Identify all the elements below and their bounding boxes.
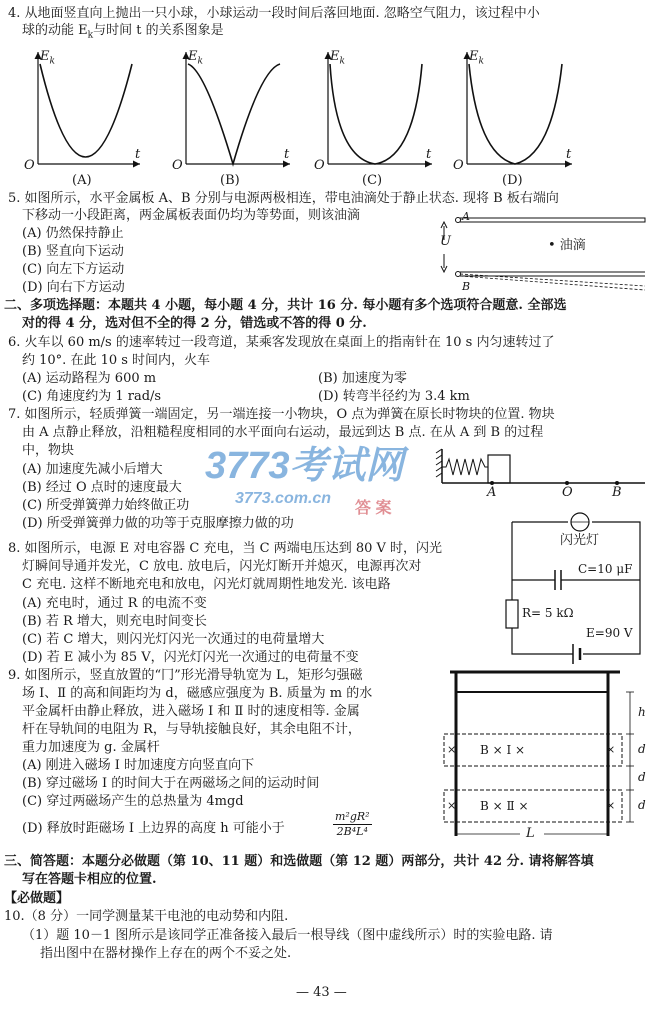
q6-option-c: (C) 角速度约为 1 rad/s xyxy=(22,389,162,404)
q4-d-xlabel: t xyxy=(566,147,572,162)
q5-plate-a-label: A xyxy=(462,210,470,223)
q8-source-label: E=90 V xyxy=(586,626,633,640)
q9-field2-x-left: × xyxy=(447,799,457,812)
q9-width-label: L xyxy=(526,826,535,841)
q4-d-label: (D) xyxy=(502,173,523,188)
required-heading: 【必做题】 xyxy=(4,891,70,906)
q9-d-label-3: d xyxy=(638,798,646,812)
q5-option-a: (A) 仍然保持静止 xyxy=(22,226,124,241)
q9-field1-label: B × Ⅰ × xyxy=(480,743,526,757)
q8-lamp-label: 闪光灯 xyxy=(560,533,600,548)
q9-option-b: (B) 穿过磁场 Ⅰ 的时间大于在两磁场之间的运动时间 xyxy=(22,776,320,791)
q9-d-label-1: d xyxy=(638,742,646,756)
q7-option-d: (D) 所受弹簧弹力做的功等于克服摩擦力做的功 xyxy=(22,516,294,531)
q5-option-d: (D) 向右下方运动 xyxy=(22,280,125,295)
q9-option-c: (C) 穿过两磁场产生的总热量为 4mgd xyxy=(22,794,244,809)
q4-stem-line1: 4. 从地面竖直向上抛出一只小球，小球运动一段时间后落回地面. 忽略空气阻力，该过程中小 xyxy=(8,6,540,21)
q5-stem-line1: 5. 如图所示，水平金属板 A、B 分别与电源两极相连，带电油滴处于静止状态. 现将 B 板右端向 xyxy=(8,191,559,206)
q5-voltage-label: U xyxy=(440,234,451,249)
q4-c-origin: O xyxy=(314,158,325,173)
q8-stem-line1: 8. 如图所示，电源 E 对电容器 C 充电，当 C 两端电压达到 80 V 时，闪光 xyxy=(8,541,443,556)
q5-plate-b-label: B xyxy=(462,280,471,293)
q7-option-b: (B) 经过 O 点时的速度最大 xyxy=(22,480,182,495)
watermark-url: 3773.com.cn xyxy=(235,490,332,507)
q5-option-c: (C) 向左下方运动 xyxy=(22,262,125,277)
q9-option-a: (A) 刚进入磁场 Ⅰ 时加速度方向竖直向下 xyxy=(22,758,255,773)
q6-stem-line1: 6. 火车以 60 m/s 的速率转过一段弯道，某乘客发现放在桌面上的指南针在 10 s 内匀速转过了 xyxy=(8,335,555,350)
q8-option-b: (B) 若 R 增大，则充电时间变长 xyxy=(22,614,207,629)
q7-stem-line2: 由 A 点静止释放，沿粗糙程度相同的水平面向右运动，最远到达 B 点. 在从 A 到 B 的过程 xyxy=(22,425,544,440)
q4-stem-line2: 球的动能 $E_k$与时间 t 的关系图象是 xyxy=(22,23,224,41)
q10-sub1-line2: 指出图中在器材操作上存在的两个不妥之处. xyxy=(40,946,292,961)
q9-fraction-numerator: m²gR² xyxy=(335,810,370,823)
q4-b-xlabel: t xyxy=(284,147,290,162)
q4-a-origin: O xyxy=(24,158,35,173)
q5-option-b: (B) 竖直向下运动 xyxy=(22,244,124,259)
q5-stem-line2: 下移动一小段距离，两金属板表面仍均为等势面，则该油滴 xyxy=(22,208,361,223)
q4-a-ylabel: $E_k$ xyxy=(40,49,55,67)
q7-stem-line1: 7. 如图所示，轻质弹簧一端固定，另一端连接一小物块，O 点为弹簧在原长时物块的位置. 物块 xyxy=(8,407,555,422)
q9-figure xyxy=(440,664,650,844)
q4-a-xlabel: t xyxy=(135,147,141,162)
page-number: — 43 — xyxy=(296,985,347,1000)
q4-graphs xyxy=(0,40,650,190)
q7-option-a: (A) 加速度先减小后增大 xyxy=(22,462,163,477)
q6-stem-line2: 约 10°. 在此 10 s 时间内，火车 xyxy=(22,353,211,368)
q9-fraction-denominator: 2B⁴L⁴ xyxy=(336,825,368,838)
q7-stem-line3: 中，物块 xyxy=(22,443,75,458)
q6-option-a: (A) 运动路程为 600 m xyxy=(22,371,157,386)
q4-b-label: (B) xyxy=(220,173,240,188)
q8-option-a: (A) 充电时，通过 R 的电流不变 xyxy=(22,596,207,611)
q5-drop-label: • 油滴 xyxy=(548,238,586,253)
q9-option-d: (D) 释放时距磁场 Ⅰ 上边界的高度 h 可能小于 xyxy=(22,821,285,836)
q10-sub1-line1: （1）题 10－1 图所示是该同学正准备接入最后一根导线（图中虚线所示）时的实验电路. 请 xyxy=(22,928,553,943)
q9-field1-x-right: × xyxy=(606,743,616,756)
q9-option-d-fraction xyxy=(333,810,372,839)
q9-stem-line1: 9. 如图所示，竖直放置的“冂”形光滑导轨宽为 L，矩形匀强磁 xyxy=(8,668,363,683)
q8-stem-line3: C 充电. 这样不断地充电和放电，闪光灯就周期性地发光. 该电路 xyxy=(22,577,391,592)
q8-resistor-label: R= 5 kΩ xyxy=(522,606,574,620)
q8-option-d: (D) 若 E 减小为 85 V，闪光灯闪光一次通过的电荷量不变 xyxy=(22,650,359,665)
q7-point-b-label: B xyxy=(612,485,622,500)
q8-option-c: (C) 若 C 增大，则闪光灯闪光一次通过的电荷量增大 xyxy=(22,632,325,647)
q9-stem-line5: 重力加速度为 g. 金属杆 xyxy=(22,740,160,755)
q9-d-label-2: d xyxy=(638,770,646,784)
q7-point-a-label: A xyxy=(487,485,497,500)
q4-a-label: (A) xyxy=(72,173,92,188)
q8-capacitor-label: C=10 μF xyxy=(578,562,633,576)
q4-d-origin: O xyxy=(453,158,464,173)
q9-field2-label: B × Ⅱ × xyxy=(480,799,529,813)
q9-field2-x-right: × xyxy=(606,799,616,812)
q9-stem-line2: 场 Ⅰ、Ⅱ 的高和间距均为 d，磁感应强度为 B. 质量为 m 的水 xyxy=(22,686,373,701)
q7-option-c: (C) 所受弹簧弹力始终做正功 xyxy=(22,498,190,513)
section3-heading-line2: 写在答题卡相应的位置. xyxy=(22,872,157,887)
section3-heading-line1: 三、简答题：本题分必做题（第 10、11 题）和选做题（第 12 题）两部分，共计 42 分. 请将解答填 xyxy=(4,854,594,869)
section2-heading-line2: 对的得 4 分，选对但不全的得 2 分，错选或不答的得 0 分. xyxy=(22,316,367,331)
q6-option-b: (B) 加速度为零 xyxy=(318,371,407,386)
q4-c-xlabel: t xyxy=(426,147,432,162)
q9-stem-line4: 杆在导轨间的电阻为 R，与导轨接触良好，其余电阻不计， xyxy=(22,722,361,737)
q10-stem: 10.（8 分）一同学测量某干电池的电动势和内阻. xyxy=(4,909,289,924)
watermark-stamp: 答 案 xyxy=(355,500,392,517)
q4-c-label: (C) xyxy=(362,173,383,188)
q8-stem-line2: 灯瞬间导通并发光，C 放电. 放电后，闪光灯断开并熄灭，电源再次对 xyxy=(22,559,422,574)
q9-h-label: h xyxy=(638,705,646,719)
q4-c-ylabel: $E_k$ xyxy=(330,49,345,67)
q6-option-d: (D) 转弯半径约为 3.4 km xyxy=(318,389,470,404)
q4-b-ylabel: $E_k$ xyxy=(188,49,203,67)
section2-heading-line1: 二、多项选择题：本题共 4 小题，每小题 4 分，共计 16 分. 每小题有多个选项符合题意. 全部选 xyxy=(4,298,567,313)
q4-d-ylabel: $E_k$ xyxy=(469,49,484,67)
watermark-brand: 3773考试网 xyxy=(205,445,404,487)
q7-point-o-label: O xyxy=(562,485,573,500)
q9-field1-x-left: × xyxy=(447,743,457,756)
q9-stem-line3: 平金属杆由静止释放，进入磁场 Ⅰ 和 Ⅱ 时的速度相等. 金属 xyxy=(22,704,360,719)
q4-b-origin: O xyxy=(172,158,183,173)
